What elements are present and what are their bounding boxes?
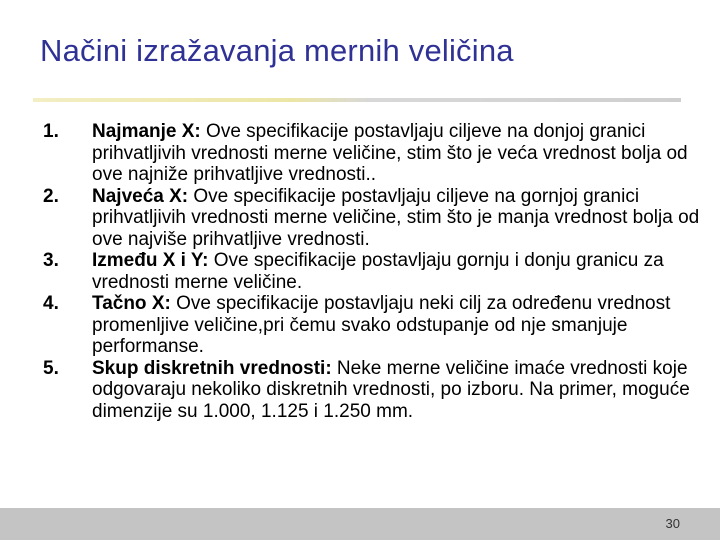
list-item (40, 293, 715, 358)
item-term: Najveća X: (92, 185, 189, 207)
item-term: Najmanje X: (92, 121, 201, 142)
item-number: 5. (43, 357, 59, 379)
item-text: Ove specifikacije postavljaju ciljeve na donjoj granici prihvatljivih vrednosti merne veličine, stim što je veća vrednost bolja od ove najniže prihvatljive vrednosti.. (92, 121, 688, 185)
slide-title: Načini izražavanja mernih veličina (40, 33, 514, 68)
item-text: Ove specifikacije postavljaju neki cilj za određenu vrednost promenljive veličine,pri čemu svako odstupanje od nje smanjuje performanse. (92, 293, 671, 357)
item-term: Između X i Y: (92, 250, 209, 271)
item-number: 3. (43, 250, 59, 271)
item-number: 4. (43, 293, 59, 314)
numbered-list (40, 121, 715, 422)
item-number: 1. (43, 121, 59, 142)
item-text: Ove specifikacije postavljaju gornju i donju granicu za vrednosti merne veličine. (92, 250, 664, 293)
footer-bar (0, 508, 720, 540)
list-item (40, 250, 715, 293)
list-item (40, 121, 715, 186)
list-item (40, 186, 715, 251)
item-text: Ove specifikacije postavljaju ciljeve na gornjoj granici prihvatljivih vrednosti merne veličine, stim što je manja vrednost bolja od ove najviše prihvatljive vrednosti. (92, 185, 700, 250)
page-number: 30 (665, 516, 680, 531)
item-text: Neke merne veličine imaće vrednosti koje odgovaraju nekoliko diskretnih vrednosti, po izboru. Na primer, moguće dimenzije su 1.000, 1.125 i 1.250 mm. (92, 357, 690, 422)
item-term: Tačno X: (92, 293, 171, 314)
item-number: 2. (43, 185, 59, 207)
title-underline (33, 98, 681, 102)
list-item (40, 358, 715, 423)
item-term: Skup diskretnih vrednosti: (92, 357, 332, 379)
